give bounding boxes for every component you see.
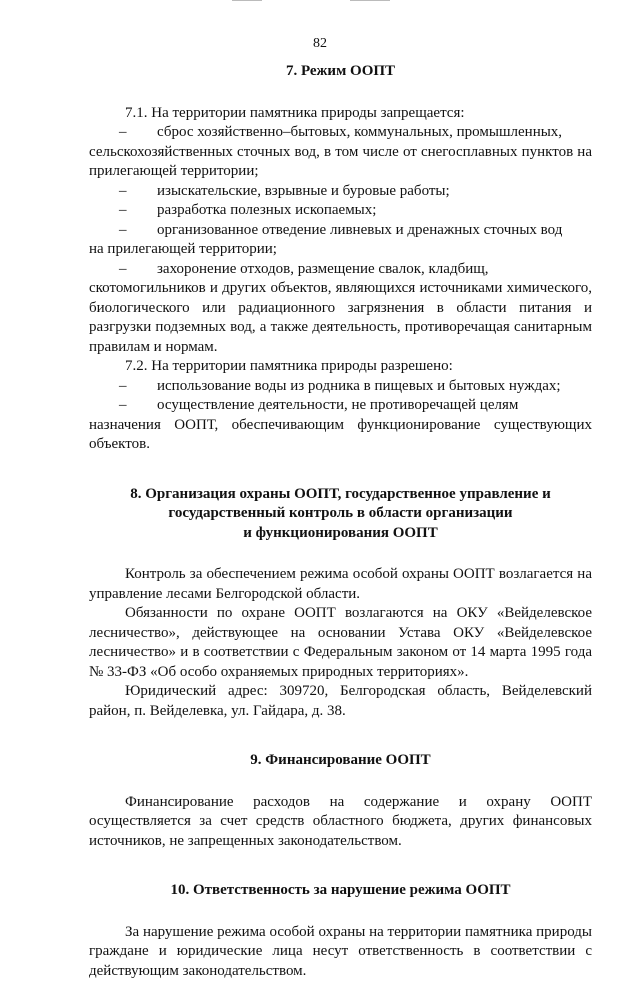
prohibited-item — [89, 221, 592, 241]
section-8-heading-line: 8. Организация охраны ООПТ, государственное управление и — [89, 485, 592, 505]
clause-7-1: 7.1. На территории памятника природы запрещается: — [89, 104, 592, 124]
item-continuation: на прилегающей территории; — [89, 240, 592, 260]
section-8-heading-line: государственный контроль в области организации — [89, 504, 592, 524]
section-7-heading: 7. Режим ООПТ — [89, 62, 592, 82]
section-8-paragraph: Контроль за обеспечением режима особой охраны ООПТ возлагается на управление лесами Белгородской области. — [89, 565, 592, 604]
section-9-heading: 9. Финансирование ООПТ — [89, 751, 592, 771]
permitted-item — [89, 377, 592, 397]
item-text: изыскательские, взрывные и буровые работы; — [157, 182, 592, 202]
bullet-dash: – — [89, 260, 157, 280]
item-text: разработка полезных ископаемых; — [157, 201, 592, 221]
section-8-paragraph: Юридический адрес: 309720, Белгородская область, Вейделевский район, п. Вейделевка, ул. Гайдара, д. 38. — [89, 682, 592, 721]
prohibited-item — [89, 123, 592, 143]
bullet-dash: – — [89, 396, 157, 416]
bullet-dash: – — [89, 377, 157, 397]
item-text: организованное отведение ливневых и дренажных сточных вод — [157, 221, 592, 241]
prohibited-item — [89, 201, 592, 221]
page-number: 82 — [0, 36, 640, 52]
item-text: использование воды из родника в пищевых и бытовых нуждах; — [157, 377, 592, 397]
permitted-item — [89, 396, 592, 416]
section-8-heading-line: и функционирования ООПТ — [89, 524, 592, 544]
document-body — [89, 62, 592, 981]
scan-edge-mark — [350, 0, 390, 1]
clause-7-2: 7.2. На территории памятника природы разрешено: — [89, 357, 592, 377]
section-9-paragraph: Финансирование расходов на содержание и охрану ООПТ осуществляется за счет средств областного бюджета, других финансовых источников, не запрещенных законодательством. — [89, 793, 592, 852]
prohibited-item — [89, 260, 592, 280]
bullet-dash: – — [89, 221, 157, 241]
bullet-dash: – — [89, 201, 157, 221]
scan-edge-mark — [232, 0, 262, 1]
item-text: захоронение отходов, размещение свалок, кладбищ, — [157, 260, 592, 280]
item-continuation: назначения ООПТ, обеспечивающим функционирование существующих объектов. — [89, 416, 592, 455]
item-continuation: скотомогильников и других объектов, являющихся источниками химического, биологического или радиационного загрязнения в области питания и разгрузки подземных вод, а также деятельность, противоречащая санитарным правилам и нормам. — [89, 279, 592, 357]
item-text: сброс хозяйственно–бытовых, коммунальных, промышленных, — [157, 123, 592, 143]
bullet-dash: – — [89, 123, 157, 143]
prohibited-item — [89, 182, 592, 202]
section-8-paragraph: Обязанности по охране ООПТ возлагаются на ОКУ «Вейделевское лесничество», действующее на основании Устава ОКУ «Вейделевское лесничество» и в соответствии с Федеральным законом от 14 марта 1995 года № 33-ФЗ «Об особо охраняемых природных территориях». — [89, 604, 592, 682]
bullet-dash: – — [89, 182, 157, 202]
section-10-heading: 10. Ответственность за нарушение режима ООПТ — [89, 881, 592, 901]
section-10-paragraph: За нарушение режима особой охраны на территории памятника природы граждане и юридические лица несут ответственность в соответствии с действующим законодательством. — [89, 923, 592, 981]
item-text: осуществление деятельности, не противоречащей целям — [157, 396, 592, 416]
item-continuation: сельскохозяйственных сточных вод, в том числе от снегосплавных пунктов на прилегающей территории; — [89, 143, 592, 182]
